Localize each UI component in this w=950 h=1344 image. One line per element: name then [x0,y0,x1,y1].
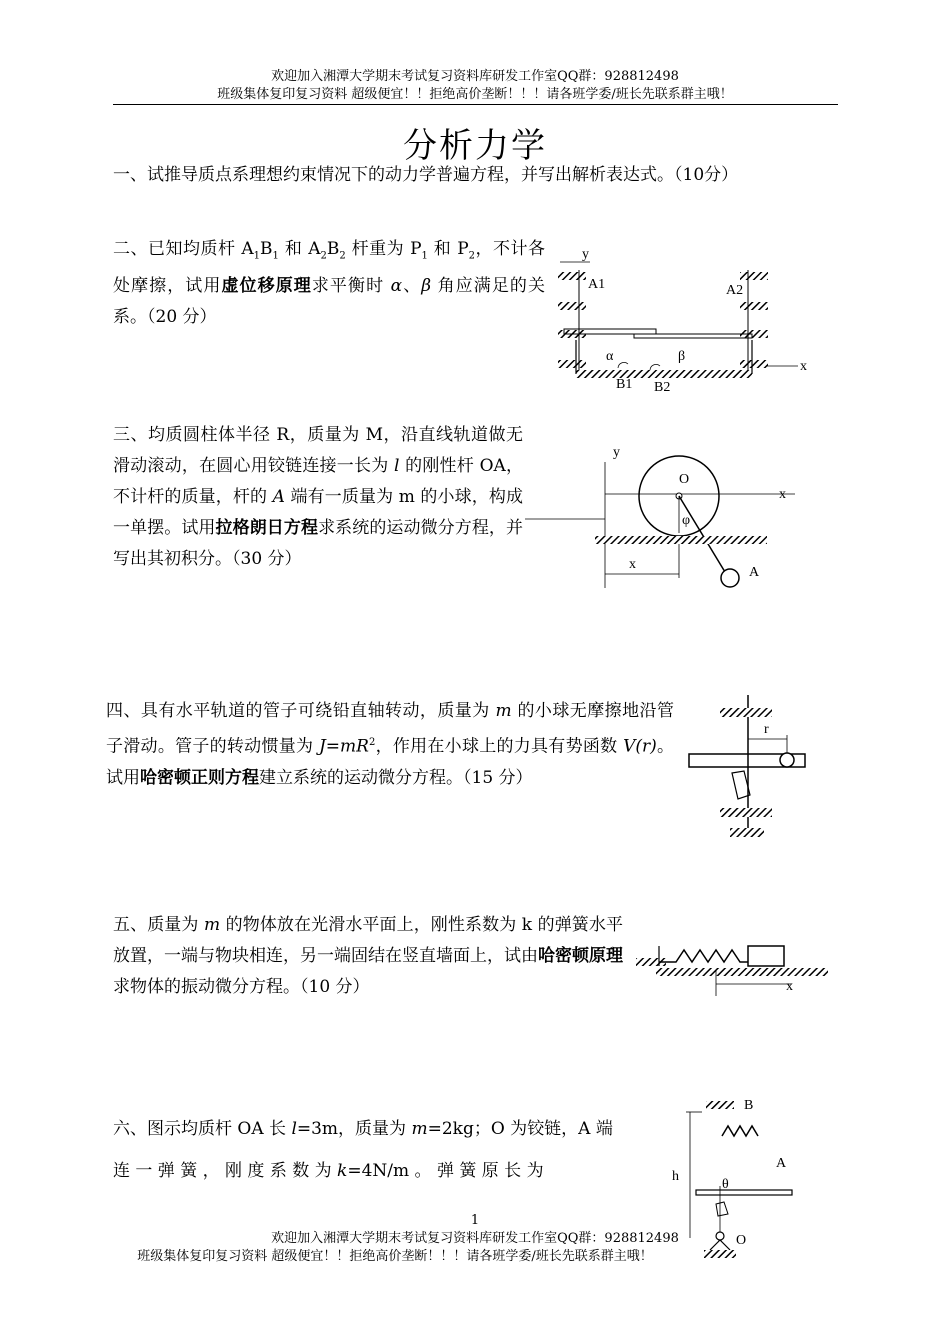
q2-text: 杆重为 P [345,239,422,259]
q4-j: J=mR [318,736,369,757]
fig6-spring [722,1126,758,1136]
fig3-track [595,536,767,544]
q6-text: =2kg；O 为铰链，A 端 [427,1119,613,1139]
fig2-label-alpha: α [606,349,614,364]
q6-text: 六、图示均质杆 OA 长 [113,1119,292,1139]
fig5-block [748,946,784,966]
fig3-label-phi: φ [682,513,691,528]
q2-method: 虚位移原理 [221,276,312,297]
q2-sub: 1 [253,250,261,262]
fig2-label-b1: B1 [616,377,633,392]
question-2 [113,234,545,333]
fig2-label-beta: β [678,349,686,364]
q5-text: 求物体的振动微分方程。（10 分） [113,977,370,997]
q4-text: 四、具有水平轨道的管子可绕铅直轴转动，质量为 [106,701,496,721]
fig5-floor [656,968,828,976]
fig6-label-theta: θ [722,1177,729,1192]
fig2-label-a1: A1 [588,277,606,292]
fig3-label-y: y [613,445,620,460]
figure-3 [525,438,805,598]
footer-line-1: 欢迎加入湘潭大学期末考试复习资料库研发工作室QQ群：928812498 [271,1231,679,1246]
fig6-rod-oa [696,1190,792,1195]
q2-text: ，不计各处摩擦，试用 [113,239,546,297]
q2-text: 二、已知均质杆 A [113,239,254,259]
fig6-label-a: A [776,1156,787,1171]
q5-text: 五、质量为 [113,915,204,935]
header-line-1: 欢迎加入湘潭大学期末考试复习资料库研发工作室QQ群：928812498 [271,69,679,84]
fig2-label-x: x [800,359,807,374]
q6-line-2 [113,1150,645,1192]
q5-m: m [204,915,221,935]
q3-text: 端有一质量为 m 的小球，构成一单摆。试用 [113,487,523,538]
q4-text: 的小球无摩擦地沿管子滑动。管子的转动惯量为 [106,701,674,757]
fig3-label-o: O [679,472,690,487]
fig3-label-x2: x [629,557,636,572]
fig2-label-y: y [582,247,589,262]
q2-beta: β [421,276,432,297]
fig2-rod-2 [634,334,752,338]
q6-line-1 [113,1108,645,1150]
fig2-left-guides [558,270,586,370]
q3-text: 求系统的运动微分方程，并写出其初积分。（30 分） [113,518,524,569]
figure-5 [632,940,832,1000]
q3-text: 的刚性杆 OA，不计杆的质量，杆的 [113,456,524,507]
q4-text: 建立系统的运动微分方程。（15 分） [259,767,533,788]
fig6-label-o: O [736,1233,747,1248]
q4-text: ，作用在小球上的力具有势函数 [375,736,624,757]
fig6-support-b [706,1101,734,1109]
q2-text: B [260,239,273,259]
fig2-label-b2: B2 [654,380,671,395]
question-4 [106,696,674,794]
page-title: 分析力学 [403,126,547,166]
fig5-label-x: x [786,979,793,994]
fig2-right-guides [740,270,768,370]
q6-l: l [291,1119,297,1139]
q6-m: m [411,1119,428,1139]
q2-text: 和 P [427,239,469,259]
figure-4 [680,695,820,845]
fig6-label-b: B [744,1098,754,1113]
q5-text: 的物体放在光滑水平面上，刚性系数为 k 的弹簧水平放置，一端与物块相连，另一端固结在竖直墙面上，试由 [113,915,623,966]
q2-sub: 2 [468,250,476,262]
fig5-spring [659,950,748,962]
q3-l: l [394,456,400,476]
q2-sub: 1 [272,250,279,262]
fig4-label-r: r [764,722,769,737]
q6-text: =4N/m 。 弹 簧 原 长 为 [347,1161,544,1181]
q3-a: A [272,487,285,507]
fig2-floor [576,370,752,378]
page-number: 1 [470,1213,480,1228]
header-line-2: 班级集体复印复习资料 超级便宜！！拒绝高价垄断！！！请各班学委/班长先联系群主哦！ [217,87,733,102]
question-6 [113,1108,645,1192]
q6-text: 连 一 弹 簧 ， 刚 度 系 数 为 [113,1161,338,1181]
q2-sub: 2 [339,250,346,262]
q2-sub: 1 [421,250,428,262]
q4-method: 哈密顿正则方程 [140,767,259,788]
header-rule [113,104,838,105]
fig3-label-a: A [749,565,760,580]
fig2-label-a2: A2 [726,283,744,298]
q2-sub: 2 [320,250,327,262]
fig6-label-h: h [672,1169,679,1184]
fig3-label-x: x [779,487,786,502]
q5-method: 哈密顿原理 [538,946,623,966]
q2-text: 求平衡时 [311,276,391,297]
q2-text: 、 [402,276,422,297]
q1-text: 一、试推导质点系理想约束情况下的动力学普遍方程，并写出解析表达式。（10分） [113,165,739,185]
q6-text: =3m，质量为 [296,1119,412,1139]
q2-text: B [326,239,340,259]
fig4-ball [780,753,794,767]
figure-2 [552,240,812,400]
question-5 [113,910,623,1003]
q3-method: 拉格朗日方程 [215,518,319,538]
q4-sup: 2 [368,737,376,748]
q2-alpha: α [390,276,403,297]
question-3 [113,420,523,575]
question-1 [113,162,813,189]
q4-v: V(r) [623,736,657,757]
footer-line-2: 班级集体复印复习资料 超级便宜！！拒绝高价垄断！！！请各班学委/班长先联系群主哦！ [137,1249,653,1264]
q2-text: 和 A [278,239,321,259]
q2-text: 角应满足的关系。（20 分） [113,276,545,328]
q3-text: 三、均质圆柱体半径 R，质量为 M，沿直线轨道做无滑动滚动，在圆心用铰链连接一长为 [113,425,523,476]
q4-m: m [495,701,512,721]
fig3-ball-a [721,569,739,587]
q6-k: k [337,1161,348,1181]
q4-text: 。试用 [106,736,675,788]
